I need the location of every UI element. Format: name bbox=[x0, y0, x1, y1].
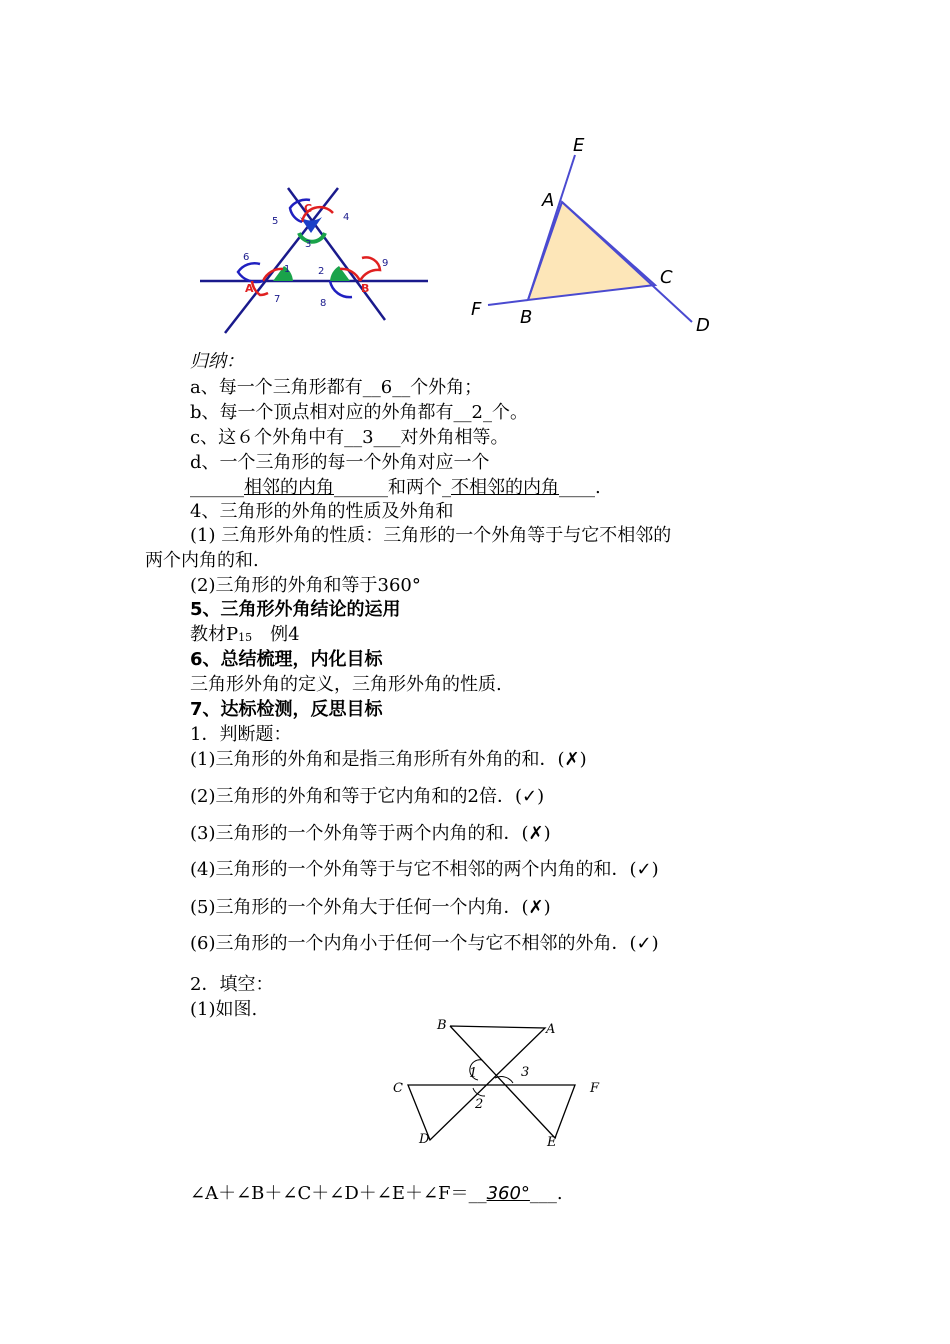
judge-item-2 bbox=[190, 785, 544, 809]
summary-c-pre: c、这６个外角中有__ bbox=[190, 427, 363, 448]
triangle-abc-figure bbox=[460, 125, 730, 340]
summary-c-answer: 3 bbox=[362, 427, 374, 448]
check-icon: ✓ bbox=[521, 786, 538, 807]
fig2-label-B: B bbox=[520, 307, 533, 328]
fill-sub: (1)如图. bbox=[190, 999, 258, 1020]
summary-d2-blank2: ______ bbox=[334, 477, 388, 498]
fig3-label-A: A bbox=[546, 1022, 556, 1037]
fig1-angle-8: 8 bbox=[320, 298, 327, 309]
judge-item-end: ) bbox=[543, 823, 551, 844]
summary-a-pre: a、每一个三角形都有__ bbox=[190, 377, 381, 398]
fig1-angle-5: 5 bbox=[272, 216, 279, 227]
judge-title: 1．判断题： bbox=[190, 724, 292, 745]
summary-b bbox=[190, 401, 528, 425]
section4-p2: (2)三角形的外角和等于360° bbox=[190, 575, 421, 596]
fig3-angle-2: 2 bbox=[475, 1097, 484, 1112]
fig3-label-D: D bbox=[419, 1132, 430, 1147]
fig2-label-D: D bbox=[696, 315, 710, 336]
fig1-angle-3: 3 bbox=[305, 239, 312, 250]
summary-a-answer: 6 bbox=[380, 377, 393, 398]
equation-text: ∠A＋∠B＋∠C＋∠D＋∠E＋∠F＝ bbox=[190, 1183, 469, 1204]
judge-item-end: ) bbox=[537, 786, 545, 807]
judge-item-end: ) bbox=[543, 897, 551, 918]
section6-title: 6、总结梳理，内化目标 bbox=[190, 649, 383, 670]
summary-c bbox=[190, 426, 509, 450]
check-icon: ✓ bbox=[636, 933, 652, 954]
equation-answer: 360° bbox=[486, 1183, 530, 1204]
summary-a bbox=[190, 376, 482, 400]
judge-item-5 bbox=[190, 896, 551, 920]
section5-title: 5、三角形外角结论的运用 bbox=[190, 599, 401, 620]
summary-heading: 归纳： bbox=[190, 351, 244, 372]
judge-item-6 bbox=[190, 932, 659, 956]
angle-sum-equation bbox=[190, 1182, 563, 1206]
fig1-angle-1: 1 bbox=[284, 264, 291, 275]
judge-item-end: ) bbox=[651, 859, 659, 880]
judge-item-4 bbox=[190, 858, 659, 882]
fig3-label-B: B bbox=[437, 1018, 447, 1033]
fig1-angle-9: 9 bbox=[382, 258, 389, 269]
judge-item-text: (2)三角形的外角和等于它内角和的2倍．( bbox=[190, 786, 522, 807]
bowtie-figure bbox=[385, 1012, 615, 1152]
exterior-angles-figure bbox=[190, 180, 440, 340]
cross-icon: ✗ bbox=[528, 823, 544, 844]
summary-d2-blank1: ______ bbox=[190, 477, 244, 498]
section7-title: 7、达标检测，反思目标 bbox=[190, 699, 383, 720]
summary-b-answer: 2 bbox=[471, 402, 483, 423]
judge-item-end: ) bbox=[651, 933, 659, 954]
summary-d2 bbox=[190, 476, 601, 500]
judge-item-end: ) bbox=[579, 749, 587, 770]
equation-blank2: ___ bbox=[529, 1183, 557, 1204]
section4-p1b: 两个内角的和. bbox=[145, 550, 259, 571]
fig1-angle-6: 6 bbox=[243, 252, 250, 263]
fig1-angle-2: 2 bbox=[318, 266, 325, 277]
summary-a-post: __个外角； bbox=[392, 377, 483, 398]
fig1-label-C: C bbox=[304, 202, 313, 215]
summary-b-post: _个。 bbox=[482, 402, 528, 423]
summary-d2-blank3: ____ bbox=[559, 477, 595, 498]
judge-item-text: (6)三角形的一个内角小于任何一个与它不相邻的外角．( bbox=[190, 933, 637, 954]
summary-d2-mid: 和两个 bbox=[388, 477, 442, 498]
judge-item-text: (5)三角形的一个外角大于任何一个内角．( bbox=[190, 897, 529, 918]
section5-ref-page: 15 bbox=[238, 631, 253, 644]
check-icon: ✓ bbox=[636, 859, 652, 880]
summary-d2-blank-pre: _ bbox=[442, 477, 451, 498]
judge-item-3 bbox=[190, 822, 551, 846]
fig1-angle-7: 7 bbox=[274, 294, 281, 305]
fig3-label-C: C bbox=[393, 1081, 403, 1096]
fig1-label-B: B bbox=[361, 282, 370, 295]
summary-d1: d、一个三角形的每一个外角对应一个 bbox=[190, 452, 490, 473]
fig1-angle-4: 4 bbox=[343, 212, 350, 223]
judge-item-text: (1)三角形的外角和是指三角形所有外角的和．( bbox=[190, 749, 565, 770]
section5-ref-post: 例4 bbox=[252, 624, 300, 645]
equation-blank1: __ bbox=[468, 1183, 487, 1204]
fig1-label-A: A bbox=[245, 282, 254, 295]
section4-title: 4、三角形的外角的性质及外角和 bbox=[190, 501, 454, 522]
judge-item-text: (3)三角形的一个外角等于两个内角的和．( bbox=[190, 823, 529, 844]
fig2-label-C: C bbox=[660, 267, 673, 288]
section5-ref bbox=[190, 623, 300, 650]
summary-d2-answer1: 相邻的内角 bbox=[244, 477, 334, 498]
fig3-label-E: E bbox=[547, 1135, 557, 1150]
summary-d2-end: . bbox=[595, 477, 601, 498]
judge-item-1 bbox=[190, 748, 587, 772]
fill-title: 2．填空： bbox=[190, 974, 274, 995]
summary-b-pre: b、每一个顶点相对应的外角都有__ bbox=[190, 402, 472, 423]
section5-ref-pre: 教材P bbox=[190, 624, 239, 645]
fig3-angle-1: 1 bbox=[469, 1066, 478, 1081]
fig3-label-F: F bbox=[590, 1081, 600, 1096]
summary-c-post: ___对外角相等。 bbox=[373, 427, 509, 448]
cross-icon: ✗ bbox=[528, 897, 544, 918]
cross-icon: ✗ bbox=[564, 749, 580, 770]
section4-p1a: (1) 三角形外角的性质：三角形的一个外角等于与它不相邻的 bbox=[190, 525, 672, 546]
fig2-label-A: A bbox=[542, 190, 555, 211]
equation-end: . bbox=[556, 1183, 563, 1204]
summary-d2-answer2: 不相邻的内角 bbox=[451, 477, 559, 498]
fig2-label-F: F bbox=[471, 299, 482, 320]
section6-text: 三角形外角的定义，三角形外角的性质. bbox=[190, 674, 502, 695]
fig2-label-E: E bbox=[573, 135, 585, 156]
judge-item-text: (4)三角形的一个外角等于与它不相邻的两个内角的和．( bbox=[190, 859, 637, 880]
fig3-angle-3: 3 bbox=[521, 1065, 530, 1080]
